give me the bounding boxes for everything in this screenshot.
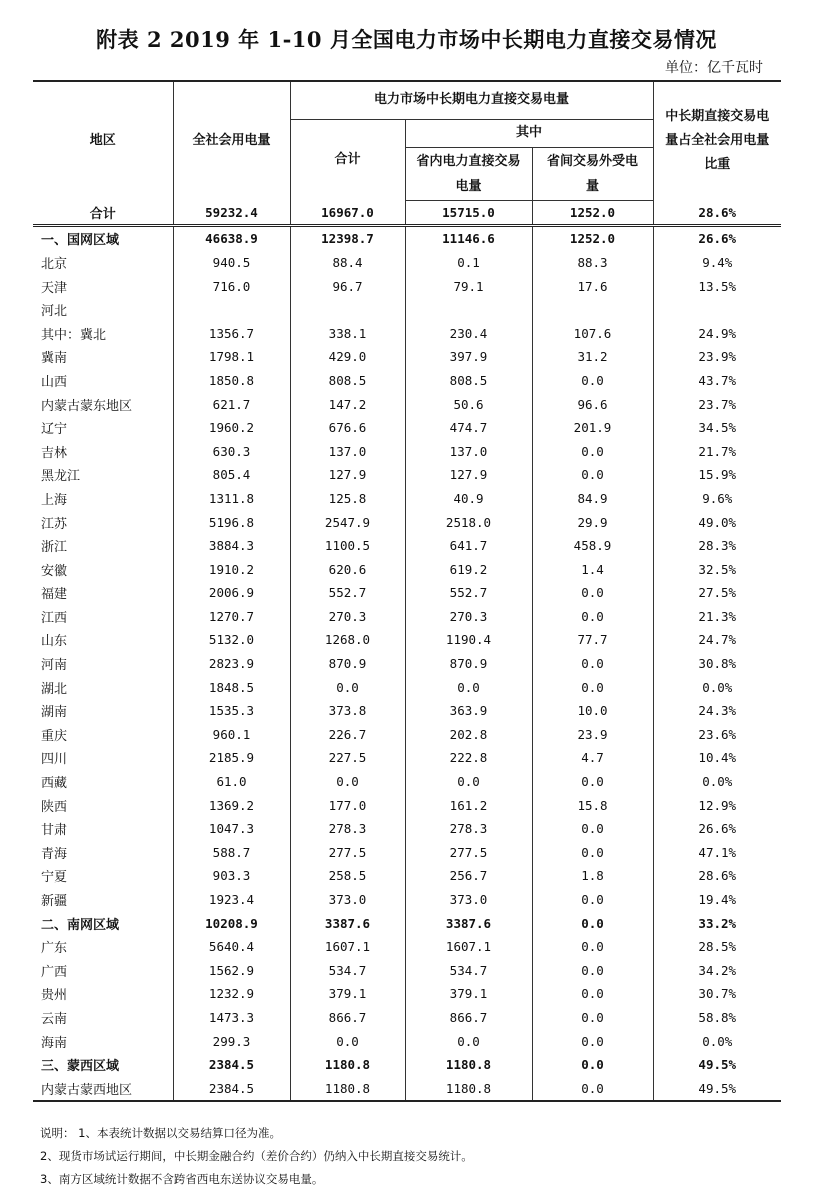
cell-trade: 147.2 — [290, 392, 405, 416]
cell-ratio — [653, 298, 781, 322]
cell-ratio: 0.0% — [653, 1029, 781, 1053]
cell-trade: 552.7 — [290, 581, 405, 605]
cell-inter: 0.0 — [532, 463, 653, 487]
cell-region: 内蒙古蒙东地区 — [33, 392, 173, 416]
cell-usage: 1798.1 — [173, 345, 290, 369]
cell-ratio: 33.2% — [653, 911, 781, 935]
cell-intra — [405, 298, 532, 322]
cell-usage: 1848.5 — [173, 675, 290, 699]
cell-intra: 50.6 — [405, 392, 532, 416]
cell-intra: 1607.1 — [405, 935, 532, 959]
cell-intra: 552.7 — [405, 581, 532, 605]
cell-trade: 1100.5 — [290, 534, 405, 558]
table-row — [33, 487, 781, 511]
cell-intra: 0.0 — [405, 675, 532, 699]
notes — [40, 1122, 473, 1191]
cell-inter: 0.0 — [532, 817, 653, 841]
table-row — [33, 463, 781, 487]
cell-region: 上海 — [33, 487, 173, 511]
cell-intra: 474.7 — [405, 416, 532, 440]
cell-ratio: 27.5% — [653, 581, 781, 605]
cell-inter: 0.0 — [532, 605, 653, 629]
cell-ratio: 23.7% — [653, 392, 781, 416]
table-row — [33, 746, 781, 770]
cell-usage: 3884.3 — [173, 534, 290, 558]
cell-ratio: 47.1% — [653, 841, 781, 865]
cell-intra: 641.7 — [405, 534, 532, 558]
cell-intra: 202.8 — [405, 723, 532, 747]
note-2: 2、现货市场试运行期间，中长期金融合约（差价合约）仍纳入中长期直接交易统计。 — [40, 1149, 473, 1163]
note-3: 3、南方区域统计数据不含跨省西电东送协议交易电量。 — [40, 1172, 324, 1186]
cell-ratio: 13.5% — [653, 274, 781, 298]
cell-ratio: 0.0% — [653, 675, 781, 699]
cell-usage: 299.3 — [173, 1029, 290, 1053]
cell-inter: 96.6 — [532, 392, 653, 416]
cell-ratio: 26.6% — [653, 817, 781, 841]
table-row — [33, 864, 781, 888]
cell-region: 贵州 — [33, 982, 173, 1006]
cell-usage: 2006.9 — [173, 581, 290, 605]
cell-intra: 619.2 — [405, 557, 532, 581]
cell-inter: 0.0 — [532, 652, 653, 676]
table-row — [33, 888, 781, 912]
cell-inter: 17.6 — [532, 274, 653, 298]
cell-inter: 84.9 — [532, 487, 653, 511]
cell-region: 海南 — [33, 1029, 173, 1053]
cell-intra: 79.1 — [405, 274, 532, 298]
cell-usage: 630.3 — [173, 439, 290, 463]
cell-intra: 363.9 — [405, 699, 532, 723]
cell-ratio: 0.0% — [653, 770, 781, 794]
cell-intra: 127.9 — [405, 463, 532, 487]
cell-region: 江西 — [33, 605, 173, 629]
cell-region: 合计 — [33, 200, 173, 226]
cell-region: 青海 — [33, 841, 173, 865]
table-row — [33, 1053, 781, 1077]
cell-usage: 1562.9 — [173, 959, 290, 983]
cell-inter: 0.0 — [532, 841, 653, 865]
cell-intra: 15715.0 — [405, 200, 532, 226]
cell-trade: 0.0 — [290, 1029, 405, 1053]
cell-trade: 16967.0 — [290, 200, 405, 226]
cell-region: 甘肃 — [33, 817, 173, 841]
cell-inter: 458.9 — [532, 534, 653, 558]
cell-usage: 1047.3 — [173, 817, 290, 841]
cell-region: 四川 — [33, 746, 173, 770]
cell-trade: 137.0 — [290, 439, 405, 463]
cell-inter: 0.0 — [532, 369, 653, 393]
cell-intra: 1180.8 — [405, 1053, 532, 1077]
cell-trade: 96.7 — [290, 274, 405, 298]
table-row — [33, 534, 781, 558]
cell-intra: 277.5 — [405, 841, 532, 865]
cell-usage: 940.5 — [173, 251, 290, 275]
cell-usage: 5640.4 — [173, 935, 290, 959]
cell-ratio: 28.3% — [653, 534, 781, 558]
table-row — [33, 817, 781, 841]
cell-ratio: 10.4% — [653, 746, 781, 770]
cell-intra: 40.9 — [405, 487, 532, 511]
cell-ratio: 49.5% — [653, 1076, 781, 1101]
cell-inter: 107.6 — [532, 321, 653, 345]
table-row — [33, 1076, 781, 1101]
table-row — [33, 959, 781, 983]
cell-usage: 59232.4 — [173, 200, 290, 226]
cell-ratio: 15.9% — [653, 463, 781, 487]
cell-intra: 0.0 — [405, 1029, 532, 1053]
cell-ratio: 34.5% — [653, 416, 781, 440]
cell-ratio: 21.7% — [653, 439, 781, 463]
cell-usage: 2384.5 — [173, 1076, 290, 1101]
cell-region: 云南 — [33, 1006, 173, 1030]
cell-trade: 258.5 — [290, 864, 405, 888]
cell-inter: 0.0 — [532, 1053, 653, 1077]
cell-inter: 1.4 — [532, 557, 653, 581]
cell-ratio: 24.7% — [653, 628, 781, 652]
cell-region: 安徽 — [33, 557, 173, 581]
table-row — [33, 321, 781, 345]
trade-table — [33, 80, 781, 1102]
cell-usage: 1369.2 — [173, 793, 290, 817]
cell-region: 新疆 — [33, 888, 173, 912]
cell-inter: 0.0 — [532, 935, 653, 959]
cell-ratio: 30.8% — [653, 652, 781, 676]
table-body — [33, 200, 781, 1101]
cell-region: 浙江 — [33, 534, 173, 558]
cell-trade: 1180.8 — [290, 1053, 405, 1077]
cell-trade: 1268.0 — [290, 628, 405, 652]
cell-inter: 4.7 — [532, 746, 653, 770]
cell-usage: 588.7 — [173, 841, 290, 865]
cell-trade: 127.9 — [290, 463, 405, 487]
cell-intra: 1180.8 — [405, 1076, 532, 1101]
cell-inter: 0.0 — [532, 1076, 653, 1101]
table-row — [33, 510, 781, 534]
cell-intra: 534.7 — [405, 959, 532, 983]
cell-intra: 1190.4 — [405, 628, 532, 652]
cell-ratio: 28.5% — [653, 935, 781, 959]
cell-trade: 429.0 — [290, 345, 405, 369]
table-row — [33, 935, 781, 959]
cell-inter: 29.9 — [532, 510, 653, 534]
cell-usage — [173, 298, 290, 322]
cell-ratio: 58.8% — [653, 1006, 781, 1030]
cell-trade: 866.7 — [290, 1006, 405, 1030]
cell-ratio: 49.5% — [653, 1053, 781, 1077]
table-row — [33, 439, 781, 463]
cell-intra: 373.0 — [405, 888, 532, 912]
cell-intra: 270.3 — [405, 605, 532, 629]
cell-ratio: 28.6% — [653, 200, 781, 226]
cell-inter: 1252.0 — [532, 226, 653, 251]
table-row — [33, 982, 781, 1006]
table-row — [33, 628, 781, 652]
cell-trade: 534.7 — [290, 959, 405, 983]
cell-inter: 0.0 — [532, 581, 653, 605]
cell-trade: 373.0 — [290, 888, 405, 912]
cell-trade: 0.0 — [290, 675, 405, 699]
cell-trade: 278.3 — [290, 817, 405, 841]
header-inter: 省间交易外受电量 — [532, 147, 653, 200]
table-row — [33, 675, 781, 699]
cell-trade: 12398.7 — [290, 226, 405, 251]
cell-ratio: 19.4% — [653, 888, 781, 912]
cell-usage: 903.3 — [173, 864, 290, 888]
cell-trade: 1607.1 — [290, 935, 405, 959]
unit-label: 单位：亿千瓦时 — [665, 60, 763, 76]
cell-inter: 0.0 — [532, 1006, 653, 1030]
cell-region: 广西 — [33, 959, 173, 983]
cell-trade: 620.6 — [290, 557, 405, 581]
cell-inter: 23.9 — [532, 723, 653, 747]
cell-intra: 2518.0 — [405, 510, 532, 534]
cell-region: 福建 — [33, 581, 173, 605]
cell-usage: 1232.9 — [173, 982, 290, 1006]
cell-inter: 31.2 — [532, 345, 653, 369]
cell-intra: 3387.6 — [405, 911, 532, 935]
cell-inter: 0.0 — [532, 888, 653, 912]
cell-ratio: 32.5% — [653, 557, 781, 581]
cell-region: 二、南网区域 — [33, 911, 173, 935]
cell-intra: 161.2 — [405, 793, 532, 817]
cell-inter — [532, 298, 653, 322]
cell-inter: 0.0 — [532, 770, 653, 794]
cell-region: 冀南 — [33, 345, 173, 369]
cell-ratio: 34.2% — [653, 959, 781, 983]
cell-usage: 5132.0 — [173, 628, 290, 652]
header-region: 地区 — [33, 81, 173, 200]
table-row — [33, 723, 781, 747]
table-row — [33, 770, 781, 794]
cell-inter: 0.0 — [532, 439, 653, 463]
cell-intra: 11146.6 — [405, 226, 532, 251]
header-direct-trade: 电力市场中长期电力直接交易电量 — [290, 81, 653, 119]
cell-inter: 0.0 — [532, 959, 653, 983]
cell-trade: 277.5 — [290, 841, 405, 865]
cell-inter: 10.0 — [532, 699, 653, 723]
cell-region: 湖南 — [33, 699, 173, 723]
header-total-usage: 全社会用电量 — [173, 81, 290, 200]
cell-inter: 0.0 — [532, 675, 653, 699]
cell-region: 天津 — [33, 274, 173, 298]
cell-trade: 177.0 — [290, 793, 405, 817]
table-row — [33, 298, 781, 322]
cell-inter: 201.9 — [532, 416, 653, 440]
table-row — [33, 369, 781, 393]
total-row — [33, 200, 781, 226]
cell-usage: 61.0 — [173, 770, 290, 794]
table-row — [33, 251, 781, 275]
cell-usage: 805.4 — [173, 463, 290, 487]
cell-usage: 1960.2 — [173, 416, 290, 440]
cell-ratio: 30.7% — [653, 982, 781, 1006]
cell-ratio: 21.3% — [653, 605, 781, 629]
cell-trade: 226.7 — [290, 723, 405, 747]
table-row — [33, 392, 781, 416]
table-row — [33, 1029, 781, 1053]
cell-ratio: 28.6% — [653, 864, 781, 888]
table-row — [33, 699, 781, 723]
cell-inter: 1.8 — [532, 864, 653, 888]
cell-usage: 1923.4 — [173, 888, 290, 912]
cell-usage: 621.7 — [173, 392, 290, 416]
table-row — [33, 345, 781, 369]
cell-region: 河南 — [33, 652, 173, 676]
cell-trade: 379.1 — [290, 982, 405, 1006]
cell-intra: 397.9 — [405, 345, 532, 369]
cell-ratio: 43.7% — [653, 369, 781, 393]
cell-intra: 0.0 — [405, 770, 532, 794]
table-row — [33, 1006, 781, 1030]
cell-usage: 716.0 — [173, 274, 290, 298]
cell-intra: 866.7 — [405, 1006, 532, 1030]
cell-ratio: 24.9% — [653, 321, 781, 345]
cell-trade: 870.9 — [290, 652, 405, 676]
table-row — [33, 416, 781, 440]
cell-usage: 1473.3 — [173, 1006, 290, 1030]
cell-usage: 46638.9 — [173, 226, 290, 251]
table-row — [33, 652, 781, 676]
cell-trade: 1180.8 — [290, 1076, 405, 1101]
cell-intra: 0.1 — [405, 251, 532, 275]
cell-ratio: 26.6% — [653, 226, 781, 251]
cell-trade: 338.1 — [290, 321, 405, 345]
cell-usage: 1311.8 — [173, 487, 290, 511]
header-subtotal: 合计 — [290, 119, 405, 200]
cell-trade: 2547.9 — [290, 510, 405, 534]
cell-region: 河北 — [33, 298, 173, 322]
cell-trade: 373.8 — [290, 699, 405, 723]
cell-usage: 1850.8 — [173, 369, 290, 393]
cell-ratio: 23.6% — [653, 723, 781, 747]
cell-ratio: 9.4% — [653, 251, 781, 275]
cell-trade: 3387.6 — [290, 911, 405, 935]
cell-trade: 88.4 — [290, 251, 405, 275]
cell-inter: 15.8 — [532, 793, 653, 817]
cell-intra: 222.8 — [405, 746, 532, 770]
cell-intra: 137.0 — [405, 439, 532, 463]
cell-region: 山西 — [33, 369, 173, 393]
cell-intra: 230.4 — [405, 321, 532, 345]
cell-usage: 1910.2 — [173, 557, 290, 581]
cell-trade: 125.8 — [290, 487, 405, 511]
cell-ratio: 12.9% — [653, 793, 781, 817]
cell-trade: 270.3 — [290, 605, 405, 629]
cell-ratio: 9.6% — [653, 487, 781, 511]
cell-region: 辽宁 — [33, 416, 173, 440]
cell-usage: 2823.9 — [173, 652, 290, 676]
table-row — [33, 841, 781, 865]
cell-intra: 256.7 — [405, 864, 532, 888]
cell-region: 江苏 — [33, 510, 173, 534]
cell-intra: 870.9 — [405, 652, 532, 676]
table-header — [33, 81, 781, 200]
cell-usage: 10208.9 — [173, 911, 290, 935]
cell-ratio: 24.3% — [653, 699, 781, 723]
header-of-which: 其中 — [405, 119, 653, 147]
cell-trade: 808.5 — [290, 369, 405, 393]
table-row — [33, 274, 781, 298]
cell-inter: 0.0 — [532, 982, 653, 1006]
cell-region: 黑龙江 — [33, 463, 173, 487]
cell-intra: 808.5 — [405, 369, 532, 393]
cell-region: 重庆 — [33, 723, 173, 747]
table-row — [33, 911, 781, 935]
cell-region: 吉林 — [33, 439, 173, 463]
header-intra: 省内电力直接交易电量 — [405, 147, 532, 200]
cell-usage: 1356.7 — [173, 321, 290, 345]
cell-usage: 960.1 — [173, 723, 290, 747]
table-row — [33, 793, 781, 817]
cell-usage: 1535.3 — [173, 699, 290, 723]
cell-region: 一、国网区域 — [33, 226, 173, 251]
cell-region: 山东 — [33, 628, 173, 652]
cell-region: 宁夏 — [33, 864, 173, 888]
header-ratio: 中长期直接交易电量占全社会用电量比重 — [653, 81, 781, 200]
cell-trade — [290, 298, 405, 322]
cell-usage: 5196.8 — [173, 510, 290, 534]
note-1: 说明： 1、本表统计数据以交易结算口径为准。 — [40, 1126, 281, 1140]
cell-region: 西藏 — [33, 770, 173, 794]
cell-trade: 227.5 — [290, 746, 405, 770]
cell-region: 三、蒙西区域 — [33, 1053, 173, 1077]
page-title: 附表 2 2019 年 1-10 月全国电力市场中长期电力直接交易情况 — [96, 27, 717, 52]
cell-usage: 2384.5 — [173, 1053, 290, 1077]
cell-region: 陕西 — [33, 793, 173, 817]
cell-inter: 0.0 — [532, 911, 653, 935]
cell-inter: 0.0 — [532, 1029, 653, 1053]
cell-inter: 88.3 — [532, 251, 653, 275]
cell-region: 其中：冀北 — [33, 321, 173, 345]
cell-inter: 1252.0 — [532, 200, 653, 226]
cell-trade: 676.6 — [290, 416, 405, 440]
cell-trade: 0.0 — [290, 770, 405, 794]
cell-inter: 77.7 — [532, 628, 653, 652]
table-row — [33, 226, 781, 251]
cell-usage: 2185.9 — [173, 746, 290, 770]
cell-region: 北京 — [33, 251, 173, 275]
cell-ratio: 49.0% — [653, 510, 781, 534]
table-row — [33, 605, 781, 629]
cell-region: 广东 — [33, 935, 173, 959]
cell-region: 湖北 — [33, 675, 173, 699]
cell-ratio: 23.9% — [653, 345, 781, 369]
cell-region: 内蒙古蒙西地区 — [33, 1076, 173, 1101]
cell-intra: 379.1 — [405, 982, 532, 1006]
table-row — [33, 557, 781, 581]
cell-usage: 1270.7 — [173, 605, 290, 629]
table-row — [33, 581, 781, 605]
cell-intra: 278.3 — [405, 817, 532, 841]
